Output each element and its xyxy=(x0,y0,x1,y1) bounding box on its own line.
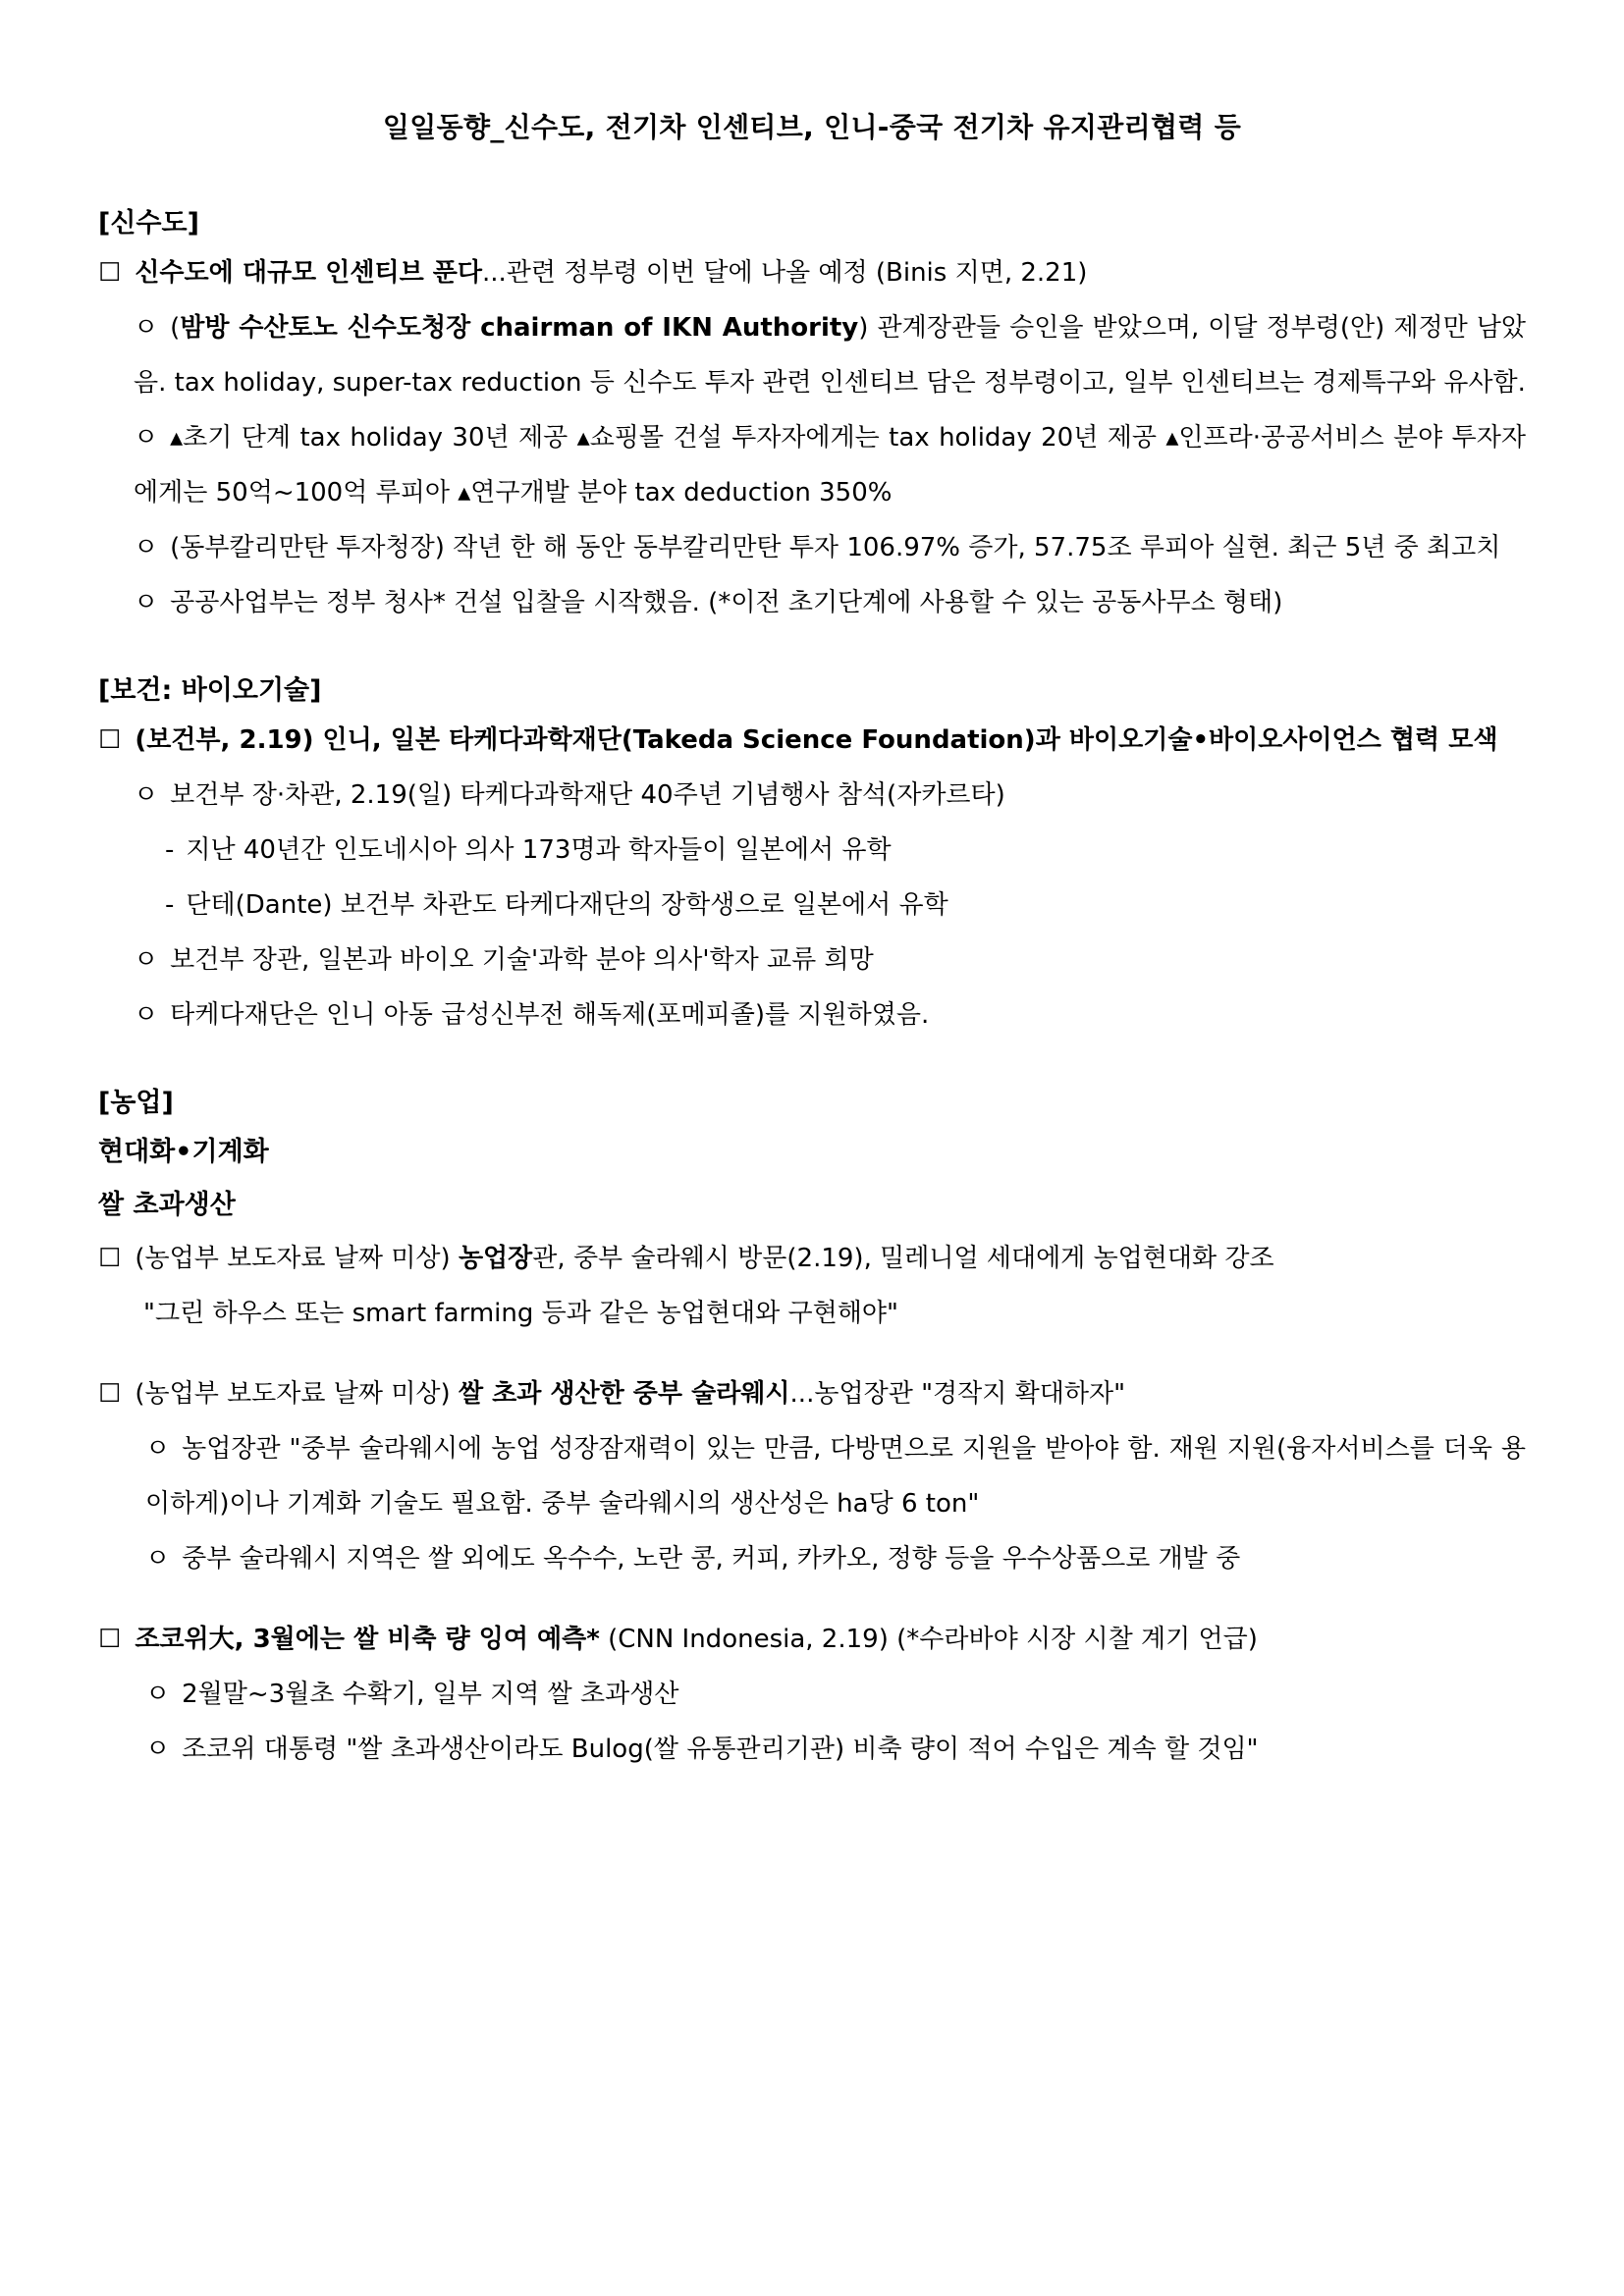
checkbox-bullet: ☐ xyxy=(98,1379,122,1409)
headline-bold-text: (보건부, 2.19) 인니, 일본 타케다과학재단(Takeda Science Foundation)과 바이오기술•바이오사이언스 협력 모색 xyxy=(135,725,1498,755)
circle-bullet: ㅇ xyxy=(134,780,159,810)
document-title: 일일동향_신수도, 전기차 인센티브, 인니-중국 전기차 유지관리협력 등 xyxy=(382,111,1242,143)
dash-bullet: - xyxy=(165,890,175,920)
circle-bullet: ㅇ xyxy=(145,1735,171,1764)
paragraph-text: 농업장관 "중부 술라웨시에 농업 성장잠재력이 있는 만큼, 다방면으로 지원을 받아야 함. 재원 지원(융자서비스를 더욱 용이하게)이나 기계화 기술도 필요함. 중부 술라웨시의 생산성은 ha당 6 ton" xyxy=(145,1434,1526,1519)
circle-bullet: ㅇ xyxy=(134,1000,159,1030)
subtitle-rice-surplus: 쌀 초과생산 xyxy=(98,1190,236,1220)
checkbox-bullet: ☐ xyxy=(98,1244,122,1273)
headline-text: (농업부 보도자료 날짜 미상) xyxy=(135,1244,459,1273)
paragraph-products xyxy=(98,1531,1526,1586)
circle-bullet: ㅇ xyxy=(145,1544,171,1574)
paragraph-text: ) 관계장관들 승인을 받았으며, 이달 정부령(안) 제정만 남았음. tax holiday, super-tax reduction 등 신수도 투자 관련 인센티브 담은 정부령이고, 일부 인센티브는 경제특구와 유사함. xyxy=(134,313,1527,398)
paragraph-ikn-head xyxy=(98,300,1526,410)
headline-bold-text: 쌀 초과 생산한 중부 술라웨시 xyxy=(458,1379,790,1409)
headline-text: ...농업장관 "경작지 확대하자" xyxy=(789,1379,1126,1409)
headline-text: (CNN Indonesia, 2.19) (*수라바야 시장 시찰 계기 언급) xyxy=(599,1625,1258,1654)
paragraph-tax-holiday xyxy=(98,410,1526,520)
paragraph-text: 보건부 장·차관, 2.19(일) 타케다과학재단 40주년 기념행사 참석(자카르타) xyxy=(170,780,1005,810)
section-title-agriculture: [농업] xyxy=(98,1088,174,1118)
section-title-health-bio: [보건: 바이오기술] xyxy=(98,675,322,706)
paragraph-doctors-study xyxy=(98,823,1526,878)
paragraph-east-kalimantan xyxy=(98,520,1526,575)
paragraph-dante xyxy=(98,878,1526,933)
headline-bold-text: 조코위大, 3월에는 쌀 비축 량 잉여 예측* xyxy=(135,1625,600,1654)
ikn-head-name: 밤방 수산토노 신수도청장 chairman of IKN Authority xyxy=(180,313,859,343)
circle-bullet: ㅇ xyxy=(134,533,159,562)
checkbox-bullet: ☐ xyxy=(98,258,122,288)
headline-incentive xyxy=(98,245,1526,300)
circle-bullet: ㅇ xyxy=(145,1434,171,1464)
checkbox-bullet: ☐ xyxy=(98,725,122,755)
paragraph-harvest xyxy=(98,1667,1526,1722)
headline-takeda xyxy=(98,713,1526,768)
quote-smart-farming: "그린 하우스 또는 smart farming 등과 같은 농업현대와 구현해야" xyxy=(143,1299,898,1328)
headline-central-sulawesi xyxy=(98,1366,1526,1421)
paragraph-ministers-event xyxy=(98,768,1526,823)
paragraph-text: 조코위 대통령 "쌀 초과생산이라도 Bulog(쌀 유통관리기관) 비축 량이 적어 수입은 계속 할 것임" xyxy=(182,1735,1259,1764)
paragraph-text: 단테(Dante) 보건부 차관도 타케다재단의 장학생으로 일본에서 유학 xyxy=(186,890,948,920)
paren-text: ( xyxy=(170,313,181,343)
paragraph-text: 보건부 장관, 일본과 바이오 기술'과학 분야 의사'학자 교류 희망 xyxy=(170,945,874,975)
circle-bullet: ㅇ xyxy=(134,588,159,617)
paragraph-text: 2월말~3월초 수확기, 일부 지역 쌀 초과생산 xyxy=(182,1680,679,1709)
paragraph-import xyxy=(98,1722,1526,1777)
circle-bullet: ㅇ xyxy=(145,1680,171,1709)
headline-agri-minister-visit xyxy=(98,1231,1526,1286)
paragraph-public-works xyxy=(98,575,1526,630)
paragraph-text: 공공사업부는 정부 청사* 건설 입찰을 시작했음. (*이전 초기단계에 사용할 수 있는 공동사무소 형태) xyxy=(170,588,1283,617)
paragraph-text: (동부칼리만탄 투자청장) 작년 한 해 동안 동부칼리만탄 투자 106.97% 증가, 57.75조 루피아 실현. 최근 5년 중 최고치 xyxy=(170,533,1501,562)
paragraph-exchange-hope xyxy=(98,933,1526,988)
section-title-new-capital: [신수도] xyxy=(98,208,199,239)
circle-bullet: ㅇ xyxy=(134,313,159,343)
paragraph-text: 타케다재단은 인니 아동 급성신부전 해독제(포메피졸)를 지원하였음. xyxy=(170,1000,930,1030)
headline-jokowi-rice xyxy=(98,1612,1526,1667)
headline-text: ...관련 정부령 이번 달에 나올 예정 (Binis 지면, 2.21) xyxy=(481,258,1088,288)
headline-bold-text: 신수도에 대규모 인센티브 푼다 xyxy=(135,258,482,288)
headline-bold-text: 농업장 xyxy=(458,1244,533,1273)
headline-text: (농업부 보도자료 날짜 미상) xyxy=(135,1379,459,1409)
subtitle-modernization: 현대화•기계화 xyxy=(98,1137,269,1167)
paragraph-text: ▴초기 단계 tax holiday 30년 제공 ▴쇼핑몰 건설 투자자에게는 tax holiday 20년 제공 ▴인프라·공공서비스 분야 투자자에게는 50억~100억 루피아 ▴연구개발 분야 tax deduction 350% xyxy=(134,423,1526,507)
paragraph-minister-quote xyxy=(98,1421,1526,1531)
dash-bullet: - xyxy=(165,835,175,865)
circle-bullet: ㅇ xyxy=(134,945,159,975)
checkbox-bullet: ☐ xyxy=(98,1625,122,1654)
paragraph-text: 지난 40년간 인도네시아 의사 173명과 학자들이 일본에서 유학 xyxy=(186,835,892,865)
paragraph-antidote xyxy=(98,988,1526,1042)
paragraph-text: 중부 술라웨시 지역은 쌀 외에도 옥수수, 노란 콩, 커피, 카카오, 정향 등을 우수상품으로 개발 중 xyxy=(182,1544,1241,1574)
circle-bullet: ㅇ xyxy=(134,423,159,453)
headline-text: 관, 중부 술라웨시 방문(2.19), 밀레니얼 세대에게 농업현대화 강조 xyxy=(532,1244,1274,1273)
